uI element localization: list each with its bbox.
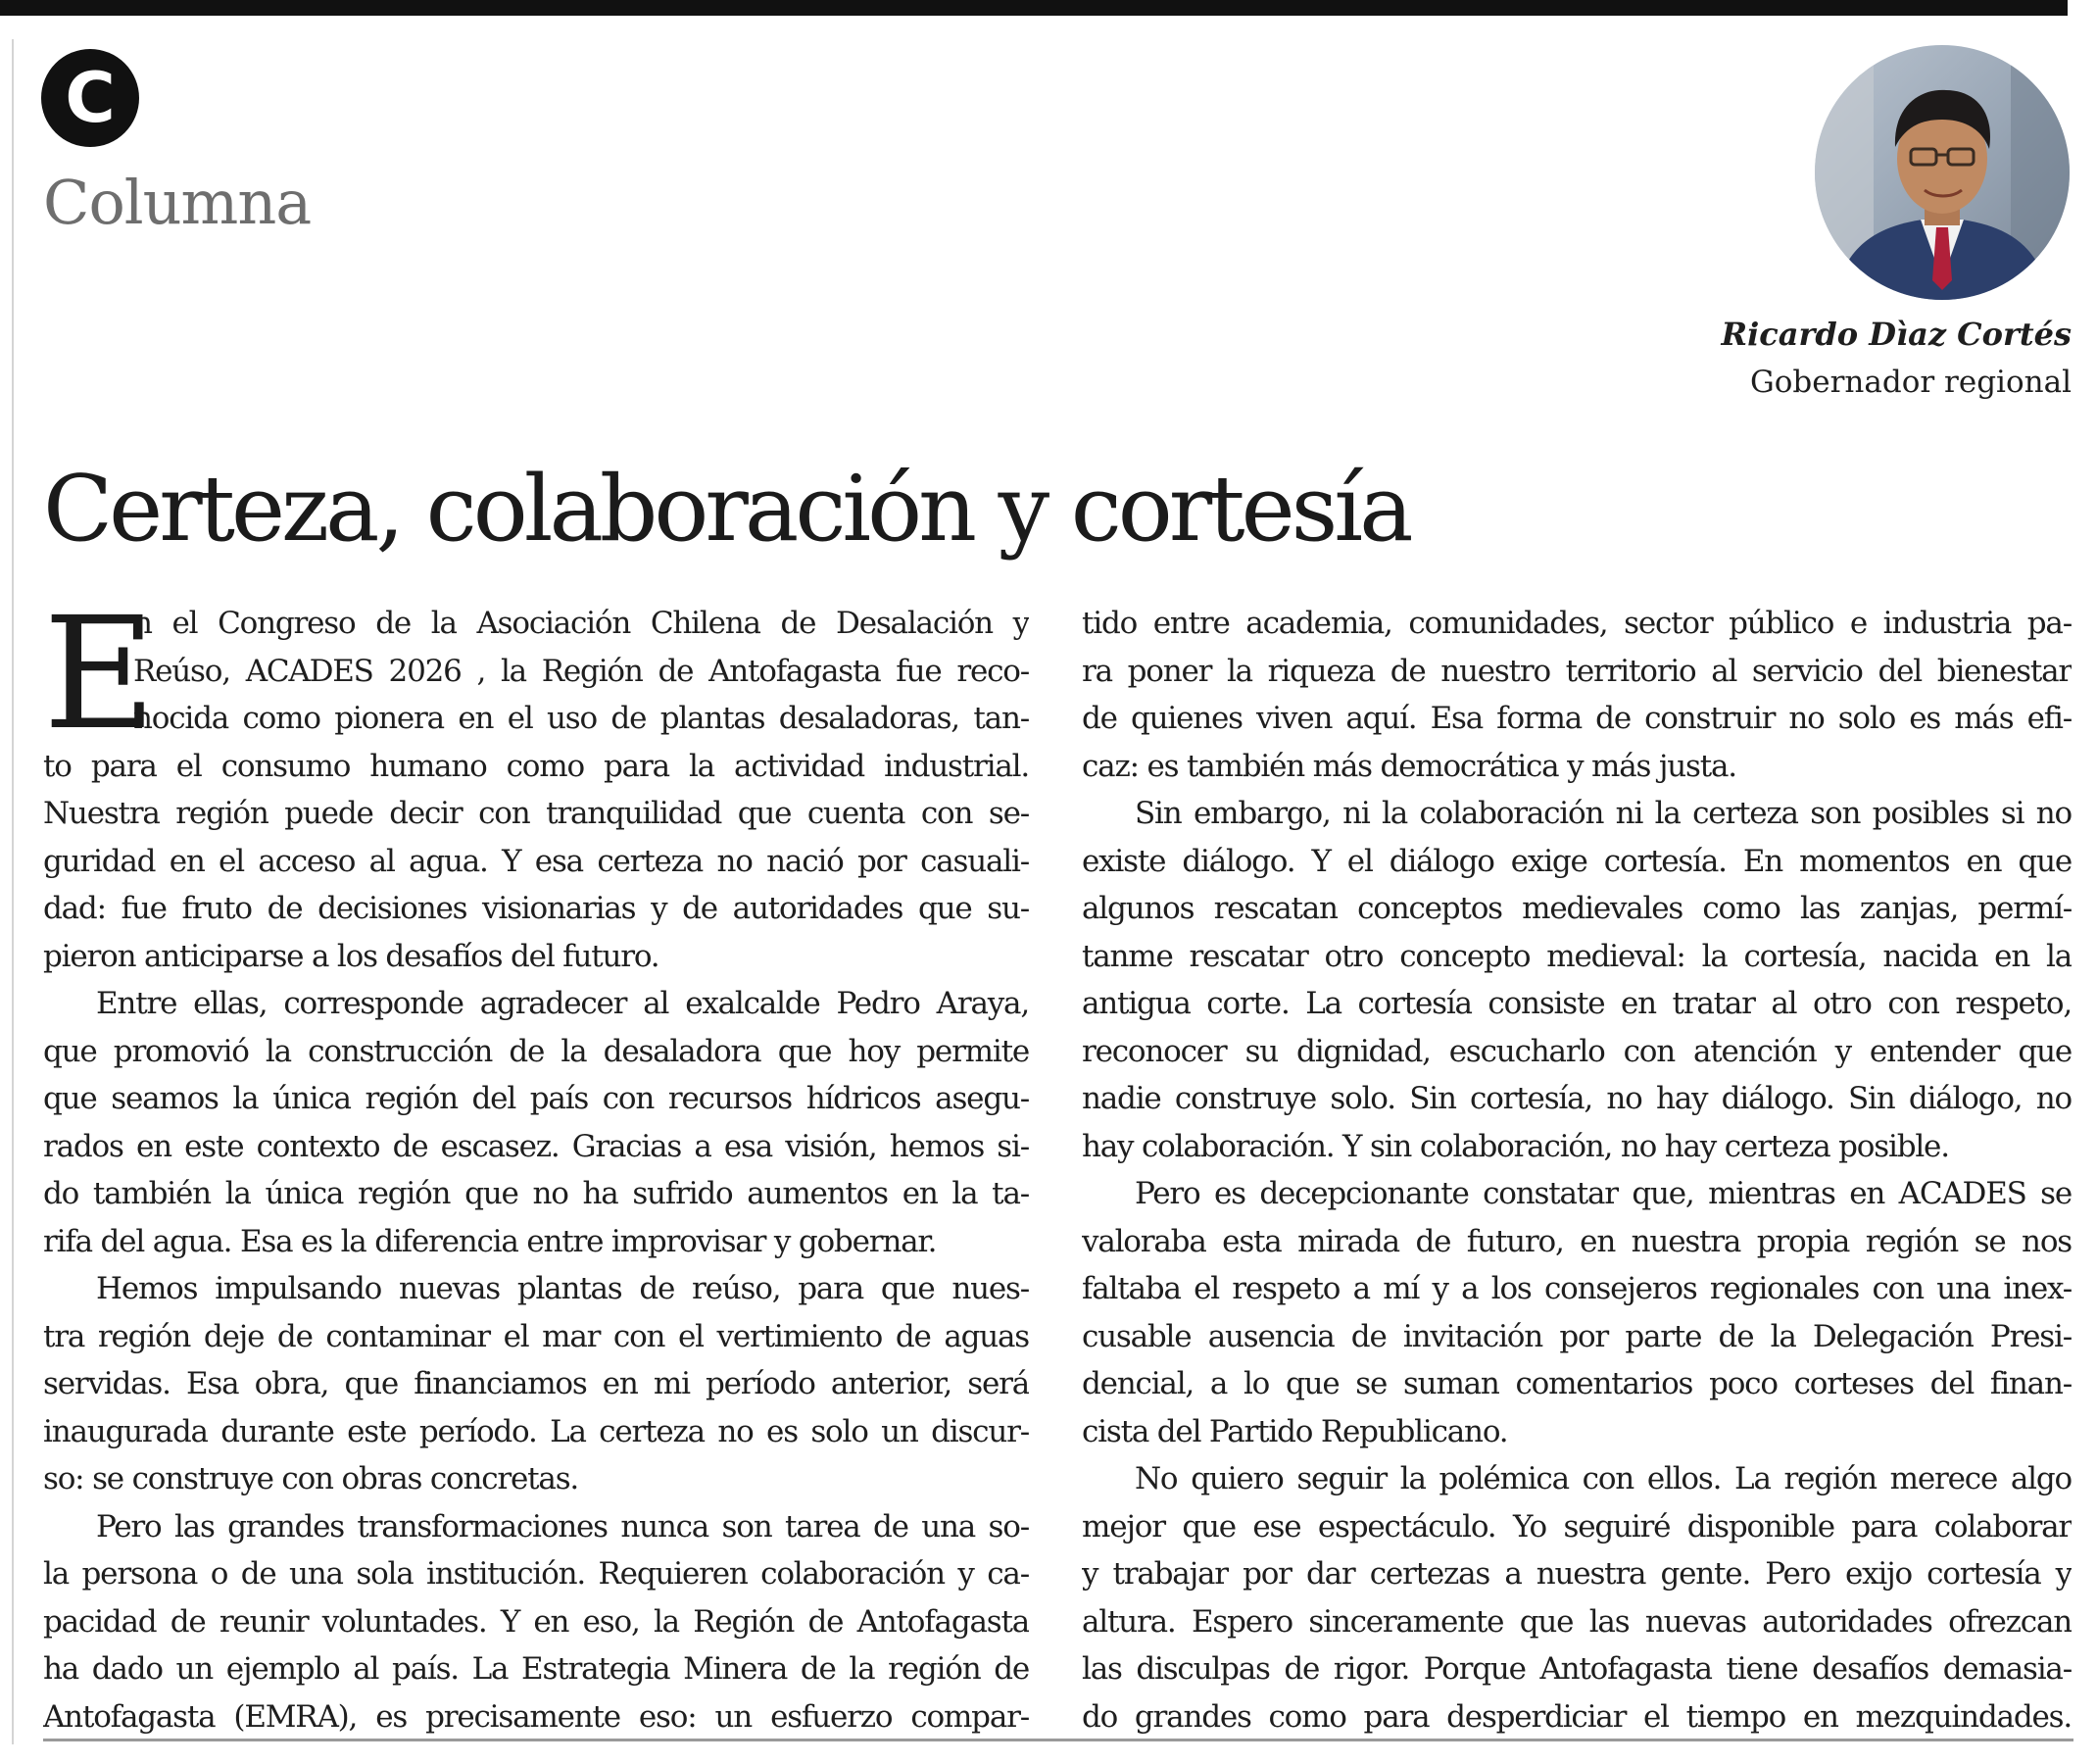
body-line: caz: es también más democrática y más justa. (1082, 748, 1736, 784)
article-column-2 (1082, 600, 2072, 1740)
section-label: Columna (43, 167, 312, 238)
body-line: pieron anticiparse a los desafíos del futuro. (43, 938, 659, 974)
body-line: tido entre academia, comunidades, sector público e industria pa- (1082, 606, 2072, 641)
body-line: do también la única región que no ha sufrido aumentos en la ta- (43, 1176, 1029, 1211)
body-line: existe diálogo. Y el diálogo exige cortesía. En momentos en que (1082, 843, 2072, 879)
left-margin-rule (12, 39, 14, 1744)
top-rule (0, 0, 2068, 16)
body-line: Entre ellas, corresponde agradecer al exalcalde Pedro Araya, (96, 986, 1029, 1021)
article-column-1 (43, 584, 1029, 1740)
body-line: ha dado un ejemplo al país. La Estrategia Minera de la región de (43, 1651, 1029, 1687)
body-line: hay colaboración. Y sin colaboración, no hay certeza posible. (1082, 1128, 1949, 1164)
body-line: guridad en el acceso al agua. Y esa certeza no nació por casuali- (43, 843, 1029, 879)
body-line: faltaba el respeto a mí y a los consejeros regionales con una inex- (1082, 1271, 2072, 1306)
body-line: Antofagasta (EMRA), es precisamente eso: un esfuerzo compar- (43, 1698, 1029, 1735)
body-line: servidas. Esa obra, que financiamos en mi período anterior, será (43, 1366, 1029, 1401)
body-line: nocida como pionera en el uso de plantas desaladoras, tan- (133, 701, 1029, 736)
body-line: cista del Partido Republicano. (1082, 1413, 1508, 1449)
body-line: rifa del agua. Esa es la diferencia entre improvisar y gobernar. (43, 1223, 937, 1259)
body-line: nadie construye solo. Sin cortesía, no hay diálogo. Sin diálogo, no (1082, 1081, 2072, 1116)
body-line: rados en este contexto de escasez. Gracias a esa visión, hemos si- (43, 1128, 1029, 1164)
body-line: algunos rescatan conceptos medievales como las zanjas, permí- (1082, 891, 2072, 926)
body-line: valoraba esta mirada de futuro, en nuestra propia región se nos (1082, 1223, 2072, 1259)
body-line: Reúso, ACADES 2026 , la Región de Antofagasta fue reco- (133, 653, 1029, 689)
body-line: pacidad de reunir voluntades. Y en eso, la Región de Antofagasta (43, 1603, 1029, 1640)
body-line: so: se construye con obras concretas. (43, 1461, 579, 1496)
body-line: de quienes viven aquí. Esa forma de construir no solo es más efi- (1082, 701, 2072, 736)
body-line: Sin embargo, ni la colaboración ni la certeza son posibles si no (1135, 796, 2072, 831)
body-line: Hemos impulsando nuevas plantas de reúso, para que nues- (96, 1271, 1029, 1306)
author-portrait-image (1815, 45, 2070, 300)
body-line: altura. Espero sinceramente que las nuevas autoridades ofrezcan (1082, 1603, 2072, 1640)
author-role: Gobernador regional (1749, 365, 2072, 400)
body-line: tanme rescatar otro concepto medieval: la cortesía, nacida en la (1082, 938, 2072, 974)
body-line: n el Congreso de la Asociación Chilena de Desalación y (133, 606, 1029, 641)
body-line: que promovió la construcción de la desaladora que hoy permite (43, 1033, 1029, 1069)
author-name: Ricardo Dìaz Cortés (1721, 316, 2072, 353)
body-line: ra poner la riqueza de nuestro territorio al servicio del bienestar (1082, 653, 2072, 689)
bottom-rule (43, 1739, 2073, 1741)
body-line: mejor que ese espectáculo. Yo seguiré disponible para colaborar (1082, 1508, 2072, 1544)
body-line: que seamos la única región del país con recursos hídricos asegu- (43, 1081, 1029, 1116)
body-line: dad: fue fruto de decisiones visionarias y de autoridades que su- (43, 891, 1029, 926)
body-line: tra región deje de contaminar el mar con el vertimiento de aguas (43, 1318, 1029, 1354)
body-line: dencial, a lo que se suman comentarios poco corteses del finan- (1082, 1366, 2072, 1401)
body-line: la persona o de una sola institución. Requieren colaboración y ca- (43, 1556, 1029, 1592)
section-badge: C (41, 49, 139, 147)
body-line: reconocer su dignidad, escucharlo con atención y entender que (1082, 1033, 2072, 1069)
body-line: las disculpas de rigor. Porque Antofagasta tiene desafíos demasia- (1082, 1651, 2072, 1687)
body-line: antigua corte. La cortesía consiste en tratar al otro con respeto, (1082, 986, 2072, 1021)
body-line: Pero las grandes transformaciones nunca son tarea de una so- (96, 1508, 1029, 1544)
article-headline: Certeza, colaboración y cortesía (43, 456, 1410, 562)
body-line: y trabajar por dar certezas a nuestra gente. Pero exijo cortesía y (1082, 1556, 2072, 1592)
body-line: No quiero seguir la polémica con ellos. La región merece algo (1135, 1461, 2072, 1496)
body-line: cusable ausencia de invitación por parte de la Delegación Presi- (1082, 1318, 2072, 1354)
body-line: Pero es decepcionante constatar que, mientras en ACADES se (1135, 1176, 2072, 1211)
body-line: to para el consumo humano como para la actividad industrial. (43, 748, 1029, 784)
author-photo (1815, 45, 2070, 300)
drop-cap: E (43, 584, 156, 764)
body-line: inaugurada durante este período. La certeza no es solo un discur- (43, 1413, 1029, 1449)
body-line: do grandes como para desperdiciar el tiempo en mezquindades. (1082, 1698, 2072, 1735)
body-line: Nuestra región puede decir con tranquilidad que cuenta con se- (43, 796, 1029, 831)
